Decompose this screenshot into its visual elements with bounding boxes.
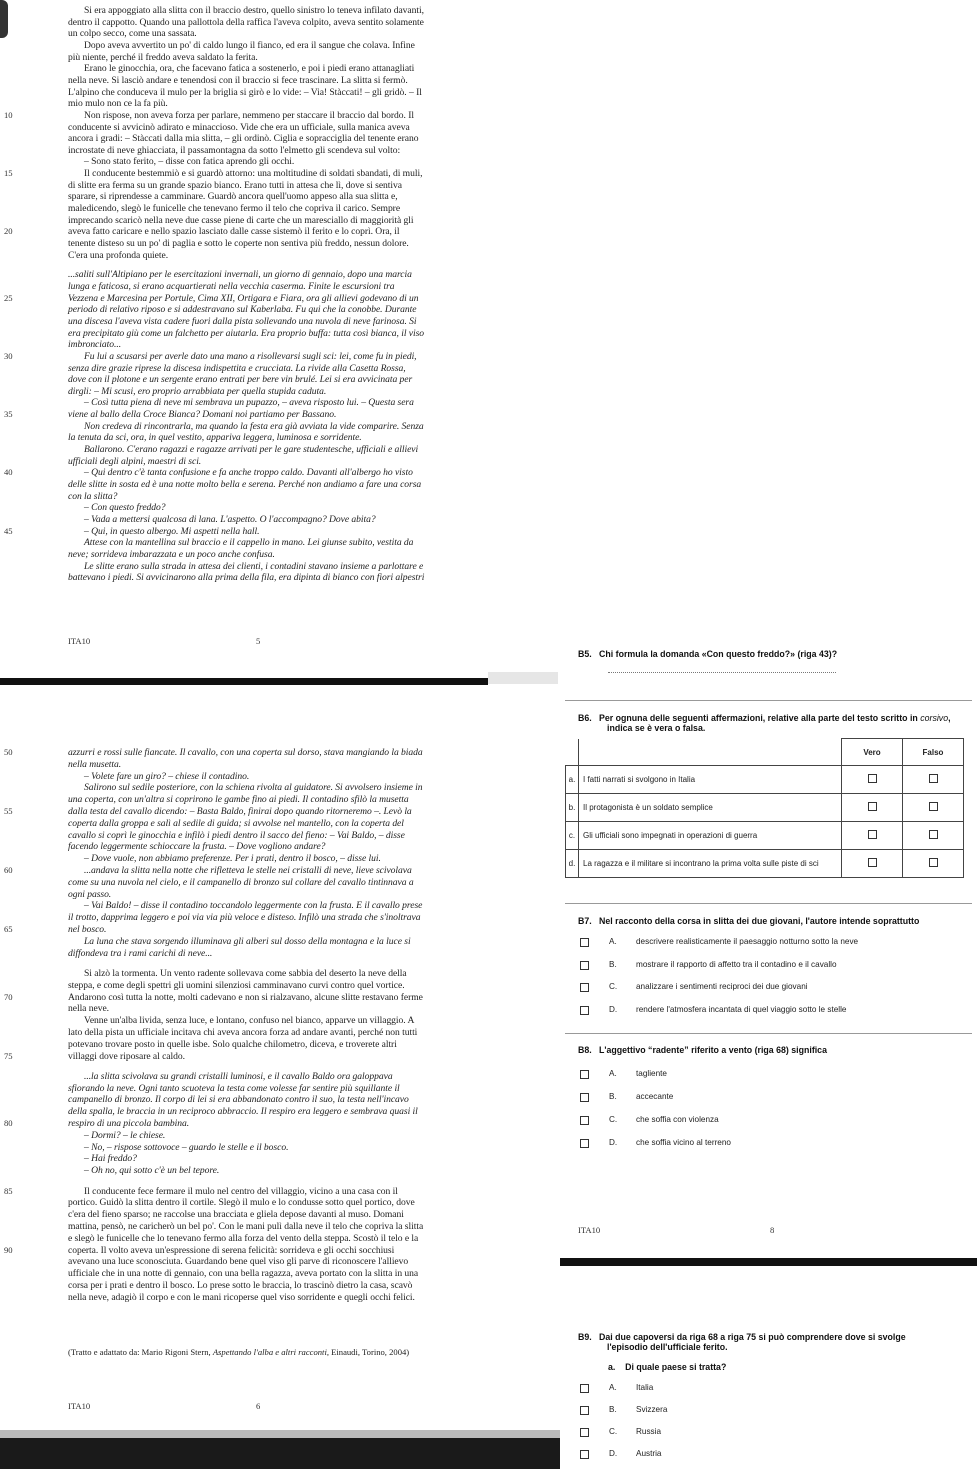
line-number: 75 [4, 1050, 13, 1061]
answer-line-b5[interactable] [608, 672, 836, 673]
b9-option-letter: A. [609, 1383, 617, 1392]
text-line: Il conducente bestemmiò e si guardò attorno: una moltitudine di soldati sbandati, di muli, [84, 168, 423, 180]
text-line: ...andava la slitta nella notte che rifletteva le stelle nei cristalli di neve, lieve scivolava [84, 865, 412, 876]
binder-tab [0, 0, 8, 38]
text-line: ogni passo. [68, 888, 112, 900]
text-line: senza dire grazie riprese la discesa indispettita e crucciata. La rivide alla Casetta Rossa, [68, 362, 406, 374]
text-line: villaggi dove riposare al caldo. [68, 1050, 185, 1062]
b9-checkbox-b[interactable] [580, 1406, 589, 1415]
text-line: nella musetta. [68, 758, 122, 770]
text-line: lato della pista un ufficiale incitava chi aveva ancora forza ad andare avanti, perché non tutti [68, 1026, 418, 1038]
text-line: mio mulo non ce la fa più. [68, 98, 168, 110]
text-line: viene al ballo della Croce Bianca? Domani noi partiamo per Bassano. [68, 409, 337, 421]
line-number: 35 [4, 409, 13, 420]
page-6-footer-number: 6 [256, 1401, 261, 1411]
b8-checkbox-c[interactable] [580, 1116, 589, 1125]
b9-option-letter: C. [609, 1427, 618, 1436]
page-5-footer-number: 5 [256, 636, 261, 646]
line-number: 85 [4, 1185, 13, 1196]
page-8-footer-code: ITA10 [578, 1225, 601, 1235]
text-line: mattina, pensò, ne caricherò un bel po'. Con le mani pulì dalla neve il telo che copriva la slitta [68, 1220, 424, 1232]
text-line: Ballarono. C'erano ragazzi e ragazze arrivati per le gare studentesche, ufficiali e allievi [84, 444, 419, 456]
text-line: periodo di relativo riposo e si addestravano sul Kaberlaba. Fu qui che la conobbe. Durante [68, 304, 417, 316]
tf-row-c: c. Gli ufficiali sono impegnati in operazioni di guerra [566, 822, 964, 850]
b8-checkbox-a[interactable] [580, 1070, 589, 1079]
page-gap-left [488, 672, 558, 684]
true-checkbox-b[interactable] [868, 802, 877, 811]
line-number: 50 [4, 747, 13, 757]
text-line: nella neve. [68, 1003, 110, 1015]
b7-option-text: analizzare i sentimenti reciproci dei due giovani [636, 982, 808, 991]
b9-option-text: Italia [636, 1383, 654, 1392]
text-line: un colpo secco, come una sassata. [68, 28, 197, 40]
true-column-header: Vero [842, 739, 903, 766]
b9-checkbox-d[interactable] [580, 1450, 589, 1459]
b9-option-text: Austria [636, 1449, 662, 1458]
line-number: 40 [4, 467, 13, 478]
page-separator-bottom [0, 1437, 560, 1469]
line-number: 45 [4, 525, 13, 536]
text-line: Non rispose, non aveva forza per parlare, nemmeno per staccare il braccio dal bordo. Il [84, 109, 414, 121]
text-line: La luna che stava sorgendo illuminava gli alberi sul dosso della montagna e la luce si [84, 935, 411, 947]
b8-option-text: che soffia vicino al terreno [636, 1138, 731, 1147]
b7-checkbox-b[interactable] [580, 961, 589, 970]
text-line: – Volete fare un giro? – chiese il contadino. [84, 770, 250, 782]
b7-option-letter: B. [609, 959, 617, 969]
text-line: era precipitato giù come un falchetto per aiutarla. Era proprio buffa: tutta così bianca, il viso [68, 327, 425, 339]
text-line: – Sono stato ferito, – disse con fatica aprendo gli occhi. [84, 156, 295, 168]
text-line: – Qui dentro c'è tanta confusione e fa anche troppo caldo. Davanti all'albergo ho visto [84, 467, 413, 479]
b8-option-letter: C. [609, 1115, 618, 1124]
source-citation: (Tratto e adattato da: Mario Rigoni Stern, Aspettando l'alba e altri racconti, Einaudi, Torino, 2004) [68, 1347, 410, 1357]
text-line: neve; sorrideva imbarazzata e un poco anche confusa. [68, 548, 275, 560]
text-line: ufficiali degli alpini, maestri di sci. [68, 455, 202, 467]
b9-option-letter: B. [609, 1405, 617, 1414]
text-line: – Vada a mettersi qualcosa di lana. L'aspetto. O l'accompagno? Dove abita? [84, 513, 376, 525]
text-line: – No, – rispose sottovoce – guardo le stelle e il bosco. [84, 1141, 289, 1153]
text-line: Le slitte erano sulla strada in attesa dei clienti, i contadini stavano insieme a parlottare e [84, 560, 424, 572]
text-line: ...la slitta scivolava su grandi cristalli luminosi, e il cavallo Baldo ora galoppava [84, 1070, 393, 1082]
text-line: battevano i piedi. Si avvicinarono alla prima della fila, era dipinta di bianco con fiori alpestri [68, 572, 425, 584]
text-line: avevano una luce sconosciuta. Guardando bene quel viso gli parve di riconoscere l'allievo [68, 1256, 409, 1268]
line-number: 20 [4, 226, 13, 237]
text-line: facendo leggermente schioccare la frusta. – Dove vogliono andare? [68, 841, 326, 853]
text-line: L'alpino che conduceva il mulo per la briglia si girò e lo vide: – Via! Stàccati! – gli gridò. – Il [68, 86, 422, 98]
text-line: il trotto, dapprima leggero e poi via via più veloce e disteso. Infilò una strada che s'inoltrava [68, 912, 421, 924]
text-line: maledicendo, slegò le funicelle che tenevano fermo il telo che copriva il carico. Sempre [68, 203, 401, 215]
text-line: – Così tutta piena di neve mi sembrava un pupazzo, – aveva risposto lui. – Questa sera [84, 397, 414, 409]
text-line: portico. Guidò la slitta dentro il cortile. Slegò il mulo e lo condusse sotto quel portico, dove [68, 1197, 415, 1209]
b8-option-text: accecante [636, 1092, 674, 1101]
b7-checkbox-a[interactable] [580, 938, 589, 947]
text-line: diffondeva tra i rami carichi di neve... [68, 947, 213, 959]
text-line: – Oh no, qui sotto c'è un bel tepore. [84, 1165, 220, 1177]
text-line: Il conducente fece fermare il mulo nel centro del villaggio, vicino a una casa con il [84, 1185, 398, 1197]
b7-option-text: rendere l'atmosfera incantata di quel viaggio sotto le stelle [636, 1004, 847, 1014]
text-line: ...saliti sull'Altipiano per le esercitazioni invernali, un giorno di gennaio, dopo una marcia [68, 269, 412, 281]
b8-option-text: tagliente [636, 1069, 667, 1078]
text-line: dove con il plotone e un sergente erano entrati per bere vin brulé. Lei si era avvicinata per [68, 374, 413, 386]
text-line: la tenuta da sci, ora, in quel vestito, appariva leggera, luminosa e sorridente. [68, 432, 362, 444]
text-line: sfiorando la neve. Ogni tanto scuoteva la testa come volesse far sentire più squillante il [68, 1082, 400, 1094]
text-line: dentro il cappotto. Quando una pallottola della raffica l'aveva colpito, aveva sentito solamente [68, 16, 424, 28]
question-b9-sub-a: a. Di quale paese si tratta? [608, 1362, 727, 1372]
b7-option-text: descrivere realisticamente il paesaggio notturno sotto la neve [636, 937, 859, 946]
b9-option-text: Svizzera [636, 1405, 668, 1414]
text-line: Fu lui a scusarsi per averle dato una mano a risollevarsi sugli sci: lei, come fu in piedi, [84, 350, 417, 362]
text-line: e slegò le funicelle che lo tenevano fermo alla forza del vento della steppa. Scostò il telo e la [68, 1232, 419, 1244]
text-line: dirgli: – Mi scusi, ero proprio arrabbiata per quella stupida caduta. [68, 385, 327, 397]
false-checkbox-d[interactable] [929, 858, 938, 867]
b8-checkbox-b[interactable] [580, 1093, 589, 1102]
page-separator-right [560, 1258, 977, 1266]
page-8-footer-number: 8 [770, 1225, 775, 1235]
b7-option-letter: D. [609, 1004, 618, 1014]
b7-option-letter: C. [609, 982, 618, 991]
text-line: – Vai Baldo! – disse il contadino toccandolo leggermente con la frusta. E il cavallo prese [84, 900, 423, 912]
text-line: lunga e faticosa, si erano acquartierati nella vecchia caserma. Finite le escursioni tra [68, 280, 395, 292]
text-line: Dopo aveva avvertito un po' di caldo lungo il fianco, ed era il sangue che colava. Infine [84, 39, 415, 51]
text-line: Si era appoggiato alla slitta con il braccio destro, quello sinistro lo teneva infilato davanti, [84, 5, 424, 16]
page-5-footer-code: ITA10 [68, 636, 91, 646]
true-checkbox-d[interactable] [868, 858, 877, 867]
text-line: Andarono così tutta la notte, molti cadevano e non si rialzavano, alcune slitte restavano ferme [68, 991, 423, 1003]
divider-b6 [565, 903, 972, 904]
line-number: 10 [4, 109, 13, 120]
divider-b7 [565, 1033, 972, 1034]
b9-checkbox-a[interactable] [580, 1384, 589, 1393]
line-number: 60 [4, 865, 13, 875]
text-line: di slitte era ferma su un grande spazio bianco. Erano tutti in attesa che lì, dove si sentiva [68, 179, 402, 191]
tf-row-a: a. I fatti narrati si svolgono in Italia [566, 766, 964, 794]
page-bottom-gradient [0, 1430, 560, 1438]
b7-option-text: mostrare il rapporto di affetto tra il contadino e il cavallo [636, 959, 837, 969]
text-line: ancora i gradi: – Stàccati dalla mia slitta, – gli ordinò. Ciglia e sopracciglia del tenente erano [68, 133, 419, 145]
text-line: una discesa l'aveva vista cadere fuori dalla pista sollevando una nuvola di neve farinosa. Si [68, 315, 417, 327]
text-line: potevano trovare posto in quelle isbe. Solo qualche chilometro, diceva, e troverete altri [68, 1038, 397, 1050]
text-line: – Qui, in questo albergo. Mi aspetti nella hall. [84, 525, 260, 537]
b7-option-letter: A. [609, 937, 617, 946]
text-line: imprecando scaricò nella neve due casse piene di carte che un maresciallo di maggiorità gli [68, 214, 414, 226]
text-line: nella neve. Si lasciò andare e tenendosi con il braccio si fece trascinare. La slitta si fermò. [68, 74, 408, 86]
text-line: coperta dalla groppa e salì al sedile di guida; si avvolse nel mantello, con la coperta del [68, 817, 404, 829]
b8-option-letter: D. [609, 1138, 618, 1147]
text-line: Si alzò la tormenta. Un vento radente sollevava come sabbia del deserto la neve della [84, 967, 407, 979]
b8-option-text: che soffia con violenza [636, 1115, 719, 1124]
text-line: – Con questo freddo? [84, 502, 166, 514]
text-line: Salirono sul sedile posteriore, con la schiena rivolta al guidatore. Si avvolsero insieme in [84, 782, 423, 794]
text-line: conducente si avvicinò adirato e minaccioso. Vide che era un ufficiale, sulla manica aveva [68, 121, 410, 133]
false-column-header: Falso [903, 739, 964, 766]
b7-checkbox-c[interactable] [580, 983, 589, 992]
b8-checkbox-d[interactable] [580, 1139, 589, 1148]
text-line: c'era del fieno sparso; ne raccolse una bracciata e gliela depose davanti al muso. Domani [68, 1209, 404, 1221]
line-number: 30 [4, 350, 13, 361]
text-line: Non credeva di rincontrarla, ma quando la festa era già avviata la vide comparire. Senza [84, 420, 424, 432]
text-line: delle slitte in sosta ed è una notte molto bella e serena. Perché non andiamo a fare una corsa [68, 479, 422, 490]
text-line: – Dove vuole, non abbiamo preferenze. Per i prati, dentro il bosco, – disse lui. [84, 853, 381, 865]
text-line: aveva fatto caricare e nello spazio lasciato dalle casse sistemò il ferito e lo coprì. Ora, il [68, 226, 400, 238]
false-checkbox-b[interactable] [929, 802, 938, 811]
true-checkbox-a[interactable] [868, 774, 877, 783]
question-b7: B7. Nel racconto della corsa in slitta dei due giovani, l'autore intende soprattutto [578, 916, 920, 926]
b7-checkbox-d[interactable] [580, 1006, 589, 1015]
false-checkbox-a[interactable] [929, 774, 938, 783]
text-line: steppa, e come degli spettri gli uomini silenziosi camminavano curvi contro quel vortice. [68, 979, 405, 991]
text-line: come su una nuvola nel cielo, e il campanello di bronzo sul collare del cavallo tintinnava a [68, 876, 414, 888]
page-separator-left [0, 678, 488, 685]
text-line: C'era una profonda quiete. [68, 249, 169, 261]
text-line: più niente, perché il freddo aveva saldato la ferita. [68, 51, 258, 63]
text-line: – Hai freddo? [84, 1153, 137, 1165]
page-5-text [0, 0, 560, 650]
text-line: dalla testa del cavallo dicendo: – Basta Baldo, finirai dopo quando ritorneremo –. Levò la [68, 806, 412, 817]
line-number: 90 [4, 1244, 13, 1255]
text-line: ufficiale che in una notte di gennaio, con una bella ragazza, aveva portato con la slitta in una [68, 1268, 419, 1280]
text-line: azzurri e rossi sulle fiancate. Il cavallo, con una coperta sul dorso, stava mangiando la biada [68, 747, 423, 758]
tf-row-d: d. La ragazza e il militare si incontrano la prima volta sulle piste di sci [566, 850, 964, 878]
text-line: coperta. Il volto aveva un'espressione di serena felicità: sorrideva e gli occhi socchiusi [68, 1244, 395, 1256]
true-false-table [565, 738, 964, 878]
line-number: 25 [4, 292, 13, 303]
tf-row-b: b. Il protagonista è un soldato semplice [566, 794, 964, 822]
line-number: 55 [4, 806, 13, 816]
text-line: respiro di una piccola bambina. [68, 1118, 190, 1129]
b9-checkbox-c[interactable] [580, 1428, 589, 1437]
line-number: 70 [4, 991, 13, 1002]
text-line: imbronciato... [68, 339, 122, 351]
text-line: Vezzena e Marcesina per Portule, Cima XII, Ortigara e Fiara, ora gli allievi godevano di un [68, 292, 419, 304]
text-line: cavallo si coprì le ginocchia e infilò i piedi dentro il sacco del fieno: – Vai Baldo, – disse [68, 829, 405, 841]
line-number: 65 [4, 924, 13, 934]
page-6-footer-code: ITA10 [68, 1401, 91, 1411]
line-number: 15 [4, 168, 13, 179]
b9-option-letter: D. [609, 1449, 618, 1458]
question-b9: B9. Dai due capoversi da riga 68 a riga 75 si può comprendere dove si svolge l'episodio dell'ufficiale ferito. [578, 1332, 906, 1352]
text-line: Erano le ginocchia, ora, che facevano fatica a sostenerlo, e poi i piedi erano attanagliati [84, 63, 415, 75]
text-line: nel bosco. [68, 924, 107, 935]
false-checkbox-c[interactable] [929, 830, 938, 839]
text-line: Venne un'alba livida, senza luce, e lontano, confuso nel bianco, apparve un villaggio. A [84, 1015, 415, 1027]
b8-option-letter: B. [609, 1092, 617, 1101]
question-b8: B8. L'aggettivo “radente” riferito a vento (riga 68) significa [578, 1045, 827, 1055]
text-line: corsa per i prati e dentro il bosco. Lo prese sotto le braccia, lo trascinò dietro la casa, scavò [68, 1279, 413, 1291]
question-b6: B6. Per ognuna delle seguenti affermazioni, relative alla parte del testo scritto in corsivo, indica se è vera o falsa. [578, 713, 951, 733]
text-line: incrostate di neve ghiacciata, il passamontagna da sotto l'elmetto gli scendeva sul volto: [68, 144, 401, 156]
text-line: sparare, si riprendesse a camminare. Guardò ancora quell'uomo appeso alla sua slitta e, [68, 191, 398, 203]
text-line: una coperta, con un'altra si coprirono le gambe fino ai piedi. Il contadino sfilò la musetta [68, 794, 409, 806]
divider-b5 [565, 700, 972, 701]
b8-option-letter: A. [609, 1069, 617, 1078]
text-line: – Dormi? – le chiese. [84, 1129, 166, 1141]
page-6-text [0, 690, 560, 1370]
text-line: tenente disteso su un po' di paglia e sotto le coperte non sentiva più freddo, nessun dolore. [68, 238, 409, 249]
text-line: campanello di bronzo. Il corpo di lei si era abbandonato contro il suo, la testa nell'incavo [68, 1094, 409, 1106]
b9-option-text: Russia [636, 1427, 662, 1436]
text-line: della spalla, le braccia in un reciproco abbraccio. Il respiro era leggero e sembrava quasi il [68, 1106, 418, 1118]
true-checkbox-c[interactable] [868, 830, 877, 839]
text-line: Attese con la mantellina sul braccio e il cappello in mano. Lei giunse subito, vestita da [84, 537, 414, 549]
line-number: 80 [4, 1118, 13, 1128]
text-line: nella neve, adagiò il corpo e con le mani ricoperse quel viso sorridente e quegli occhi felici. [68, 1291, 415, 1303]
text-line: con la slitta? [68, 490, 118, 502]
question-b5: B5. Chi formula la domanda «Con questo freddo?» (riga 43)? [578, 649, 838, 659]
